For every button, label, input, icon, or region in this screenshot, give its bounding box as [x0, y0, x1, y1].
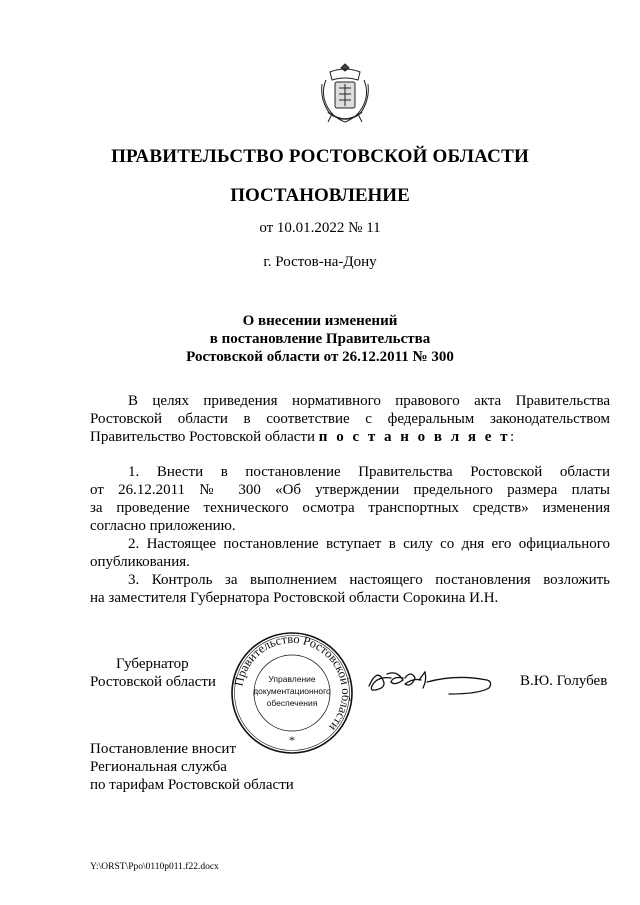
preamble-prefix: Правительство Ростовской области — [90, 429, 319, 445]
signer-position — [90, 655, 216, 691]
decree-word: п о с т а н о в л я е т — [318, 429, 511, 445]
preamble-paragraph — [90, 392, 610, 446]
file-path-footer: Y:\ORST\Ppo\0110p011.f22.docx — [90, 862, 219, 872]
submitter-line1: Постановление вносит — [90, 741, 237, 757]
submitter-line2: Региональная служба — [90, 759, 227, 775]
submitter-block — [90, 740, 294, 794]
item-line-last: на заместителя Губернатора Ростовской области Сорокина И.Н. — [90, 590, 499, 606]
item-line: 1. Внести в постановление Правительства Ростовской области — [128, 464, 610, 480]
item-line-last: согласно приложению. — [90, 518, 236, 534]
document-type: ПОСТАНОВЛЕНИЕ — [230, 185, 410, 206]
document-subject — [0, 312, 640, 366]
stamp-inner-line3: обеспечения — [266, 698, 318, 708]
item-line: 2. Настоящее постановление вступает в силу со дня его официального — [128, 536, 610, 552]
preamble-line: Ростовской области в соответствие с федеральным законодательством — [90, 411, 610, 427]
item-line: от 26.12.2011 № 300 «Об утверждении предельного размера платы — [90, 482, 610, 498]
item-line: за проведение технического осмотра транспортных средств» изменения — [90, 500, 610, 516]
preamble-line: В целях приведения нормативного правового акта Правительства — [128, 393, 610, 409]
item-1-paragraph — [90, 463, 610, 535]
signer-position-line2: Ростовской области — [90, 674, 216, 690]
subject-line: О внесении изменений — [242, 313, 398, 329]
stamp-star: * — [289, 733, 295, 747]
item-line: 3. Контроль за выполнением настоящего постановления возложить — [128, 572, 610, 588]
handwritten-signature — [365, 660, 495, 700]
signer-name: В.Ю. Голубев — [520, 673, 608, 689]
subject-line: Ростовской области от 26.12.2011 № 300 — [186, 349, 454, 365]
rostov-coat-of-arms-icon — [318, 62, 372, 126]
city: г. Ростов-на-Дону — [263, 254, 377, 270]
organization-title: ПРАВИТЕЛЬСТВО РОСТОВСКОЙ ОБЛАСТИ — [111, 146, 529, 167]
stamp-inner-line1: Управление — [268, 674, 316, 684]
item-3-paragraph — [90, 571, 610, 607]
subject-line: в постановление Правительства — [209, 331, 431, 347]
official-stamp — [229, 630, 355, 756]
preamble-suffix: : — [510, 429, 515, 445]
submitter-line3: по тарифам Ростовской области — [90, 777, 294, 793]
stamp-ring-text: Правительство Ростовской области — [231, 631, 354, 734]
item-line-last: опубликования. — [90, 554, 190, 570]
date-number: от 10.01.2022 № 11 — [259, 220, 381, 236]
stamp-inner-line2: документационного — [253, 686, 331, 696]
item-2-paragraph — [90, 535, 610, 571]
preamble-line-last — [90, 428, 610, 446]
signer-position-line1: Губернатор — [116, 656, 189, 672]
